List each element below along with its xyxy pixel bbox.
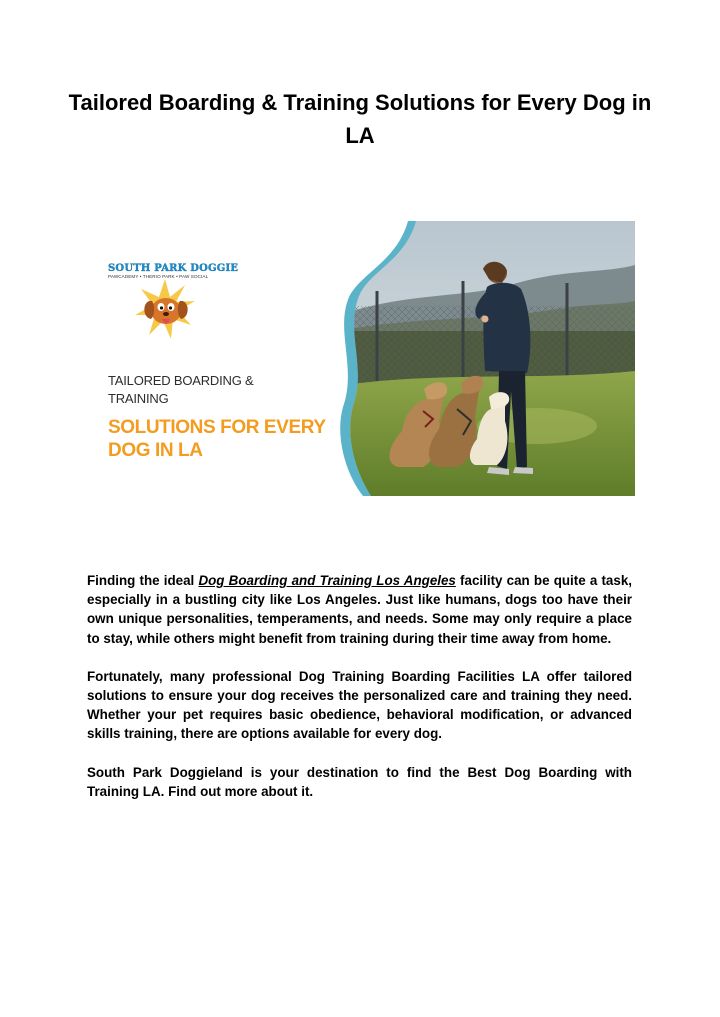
brand-logo <box>108 263 239 280</box>
paragraph-2: Fortunately, many professional Dog Training Boarding Facilities LA offer tailored solutions to ensure your dog receives the personalized care and training they need. Whether your pet requires basic obedience, behavioral modification, or advanced skills training, there are options available for every dog. <box>87 668 632 742</box>
dog-mascot-icon <box>125 279 205 339</box>
brand-name: SOUTH PARK DOGGIE <box>108 263 239 274</box>
paragraph-1-intro: Finding the ideal <box>87 573 199 588</box>
page-title: Tailored Boarding & Training Solutions for Every Dog in LA <box>68 90 652 148</box>
paragraph-3: South Park Doggieland is your destination to find the Best Dog Boarding with Training LA. Find out more about it. <box>87 764 632 799</box>
brand-tagline: PAWCADEMY • THERIO PARK • PAW SOCIAL <box>108 274 209 279</box>
dog-boarding-training-link[interactable]: Dog Boarding and Training Los Angeles <box>198 573 456 588</box>
paragraph-1-rest: facility can be quite a task, especially in a bustling city like Los Angeles. Just like humans, dogs too have their own unique personalities, temperaments, and needs. Some may only require a place to stay, while others might benefit from training during their time away from home. <box>87 573 632 646</box>
article-body <box>87 571 632 820</box>
paragraph-1 <box>87 571 632 648</box>
promo-banner <box>87 221 635 496</box>
banner-heading-small: TAILORED BOARDING & TRAINING <box>108 373 254 406</box>
banner-heading-large: SOLUTIONS FOR EVERY DOG IN LA <box>108 417 326 461</box>
